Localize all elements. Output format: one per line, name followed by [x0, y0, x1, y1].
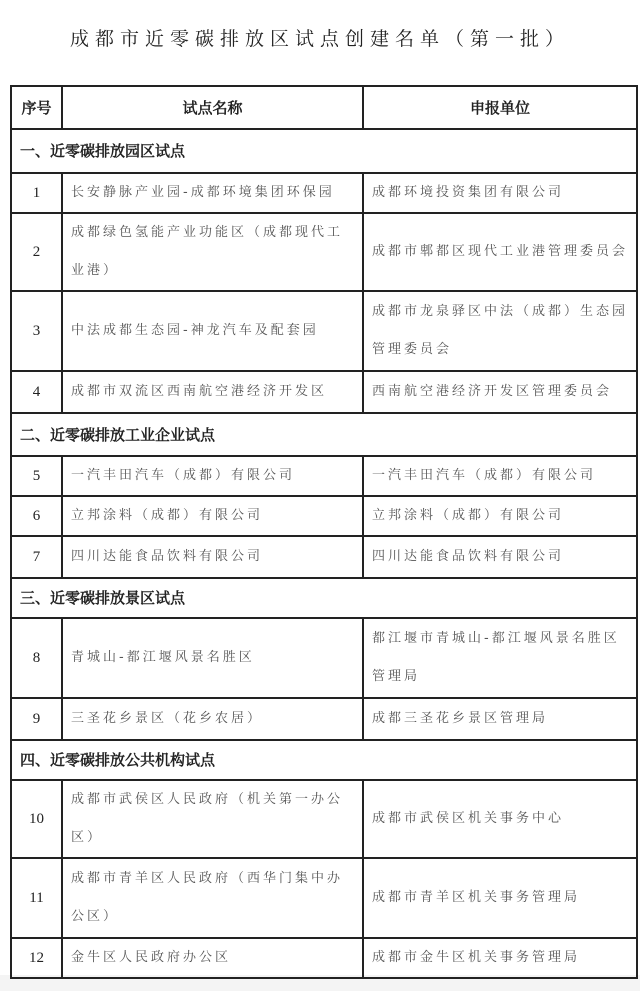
row-number: 8 — [11, 618, 62, 698]
applicant-unit: 成都环境投资集团有限公司 — [363, 173, 637, 213]
row-number: 5 — [11, 456, 62, 496]
row-number: 3 — [11, 291, 62, 371]
row-number: 10 — [11, 780, 62, 858]
applicant-unit: 都江堰市青城山-都江堰风景名胜区管理局 — [363, 618, 637, 698]
row-number: 6 — [11, 496, 62, 536]
pilot-name: 金牛区人民政府办公区 — [62, 938, 363, 978]
applicant-unit: 成都市青羊区机关事务管理局 — [363, 858, 637, 938]
applicant-unit: 四川达能食品饮料有限公司 — [363, 536, 637, 578]
section-row — [11, 578, 637, 618]
pilot-name: 中法成都生态园-神龙汽车及配套园 — [62, 291, 363, 371]
row-number: 11 — [11, 858, 62, 938]
table-header-row — [11, 86, 637, 129]
applicant-unit: 成都市武侯区机关事务中心 — [363, 780, 637, 858]
row-number: 9 — [11, 698, 62, 740]
table-row — [11, 618, 637, 698]
applicant-unit: 成都三圣花乡景区管理局 — [363, 698, 637, 740]
row-number: 4 — [11, 371, 62, 413]
section-label: 二、近零碳排放工业企业试点 — [11, 413, 637, 456]
table-row — [11, 496, 637, 536]
row-number: 2 — [11, 213, 62, 291]
pilot-list-table — [10, 85, 638, 979]
pilot-name: 立邦涂料（成都）有限公司 — [62, 496, 363, 536]
pilot-name: 成都市武侯区人民政府（机关第一办公区） — [62, 780, 363, 858]
table-row — [11, 371, 637, 413]
pilot-name: 四川达能食品饮料有限公司 — [62, 536, 363, 578]
table-row — [11, 213, 637, 291]
applicant-unit: 立邦涂料（成都）有限公司 — [363, 496, 637, 536]
header-no: 序号 — [11, 86, 62, 129]
table-row — [11, 173, 637, 213]
pilot-name: 三圣花乡景区（花乡农居） — [62, 698, 363, 740]
table-row — [11, 456, 637, 496]
pilot-name: 成都市青羊区人民政府（西华门集中办公区） — [62, 858, 363, 938]
table-row — [11, 938, 637, 978]
section-row — [11, 740, 637, 780]
header-name: 试点名称 — [62, 86, 363, 129]
table-row — [11, 698, 637, 740]
section-label: 三、近零碳排放景区试点 — [11, 578, 637, 618]
section-row — [11, 413, 637, 456]
pilot-name: 长安静脉产业园-成都环境集团环保园 — [62, 173, 363, 213]
page-title: 成都市近零碳排放区试点创建名单（第一批） — [69, 28, 570, 50]
section-label: 一、近零碳排放园区试点 — [11, 129, 637, 173]
row-number: 1 — [11, 173, 62, 213]
row-number: 7 — [11, 536, 62, 578]
table-row — [11, 780, 637, 858]
pilot-name: 成都市双流区西南航空港经济开发区 — [62, 371, 363, 413]
table-row — [11, 858, 637, 938]
header-unit: 申报单位 — [363, 86, 637, 129]
table-row — [11, 291, 637, 371]
row-number: 12 — [11, 938, 62, 978]
applicant-unit: 一汽丰田汽车（成都）有限公司 — [363, 456, 637, 496]
applicant-unit: 西南航空港经济开发区管理委员会 — [363, 371, 637, 413]
table-row — [11, 536, 637, 578]
applicant-unit: 成都市金牛区机关事务管理局 — [363, 938, 637, 978]
pilot-name: 青城山-都江堰风景名胜区 — [62, 618, 363, 698]
section-row — [11, 129, 637, 173]
applicant-unit: 成都市郫都区现代工业港管理委员会 — [363, 213, 637, 291]
section-label: 四、近零碳排放公共机构试点 — [11, 740, 637, 780]
pilot-name: 成都绿色氢能产业功能区（成都现代工业港） — [62, 213, 363, 291]
applicant-unit: 成都市龙泉驿区中法（成都）生态园管理委员会 — [363, 291, 637, 371]
pilot-name: 一汽丰田汽车（成都）有限公司 — [62, 456, 363, 496]
